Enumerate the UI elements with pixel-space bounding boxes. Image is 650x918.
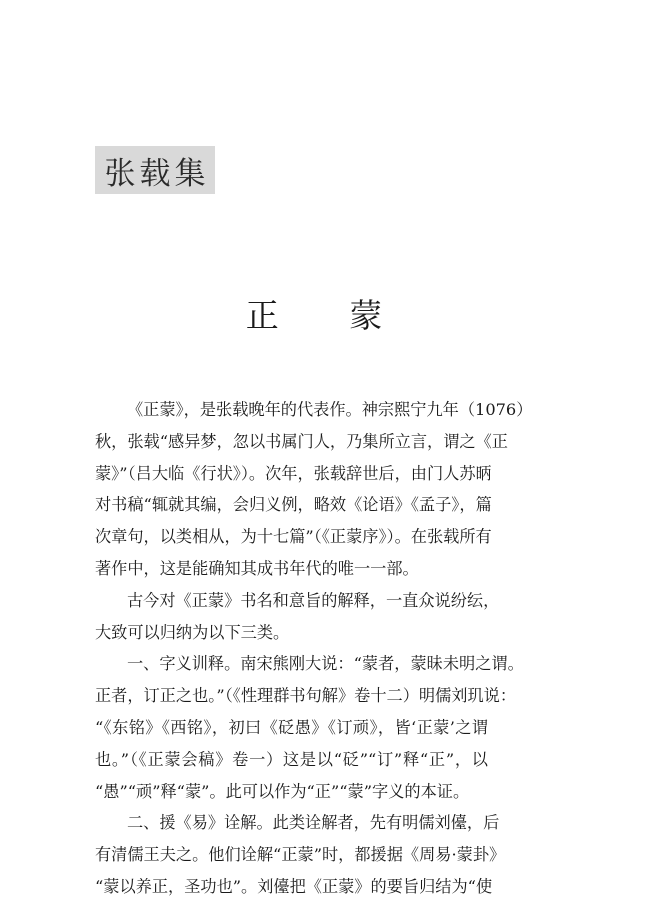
text-line: 古今对《正蒙》书名和意旨的解释，一直众说纷纭， [127, 590, 500, 610]
body-text [95, 394, 533, 903]
text-line: 蒙》”（吕大临《行状》）。次年，张载辞世后，由门人苏昞 [95, 463, 492, 483]
text-line: 对书稿“辄就其编，会归义例，略效《论语》《孟子》，篇 [95, 495, 492, 515]
chapter-label: 张载集 [95, 146, 215, 194]
text-line: 大致可以归纳为以下三类。 [95, 622, 290, 642]
text-line: 也。”（《正蒙会稿》卷一）这是以“砭”“订”释“正”，以 [95, 749, 488, 769]
text-line: 正者，订正之也。”（《性理群书句解》卷十二）明儒刘玑说： [95, 686, 517, 706]
text-line: 《正蒙》，是张载晚年的代表作。神宗熙宁九年（1076） [127, 400, 533, 419]
text-line: “《东铭》《西铭》，初曰《砭愚》《订顽》，皆‘正蒙’之谓 [95, 717, 488, 737]
text-line: “蒙以养正，圣功也”。刘儓把《正蒙》的要旨归结为“使 [95, 876, 493, 896]
text-line: 有清儒王夫之。他们诠解“正蒙”时，都援据《周易·蒙卦》 [95, 845, 506, 865]
text-line: 一、字义训释。南宋熊刚大说：“蒙者，蒙昧未明之谓。 [127, 654, 524, 674]
text-line: “愚”“顽”释“蒙”。此可以作为“正”“蒙”字义的本证。 [95, 781, 470, 801]
text-line: 著作中，这是能确知其成书年代的唯一一部。 [95, 558, 419, 578]
section-title: 正 蒙 [245, 296, 413, 335]
text-line: 二、援《易》诠解。此类诠解者，先有明儒刘儓，后 [127, 813, 500, 833]
text-line: 秋，张载“感异梦，忽以书属门人，乃集所立言，谓之《正 [95, 431, 508, 451]
text-line: 次章句，以类相从，为十七篇”（《正蒙序》）。在张载所有 [95, 527, 492, 547]
